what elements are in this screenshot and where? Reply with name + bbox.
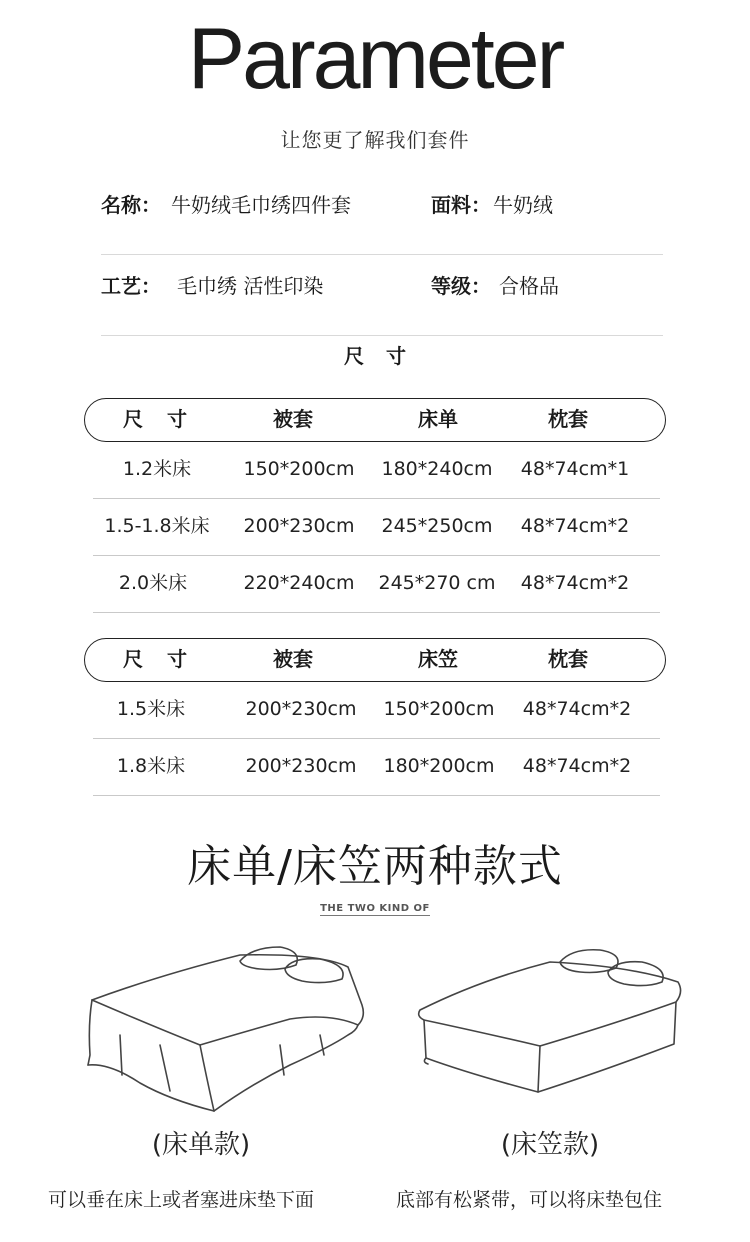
table-cell: 1.2米床	[122, 458, 192, 480]
table2-header	[84, 638, 666, 682]
table-cell: 1.8米床	[116, 755, 186, 777]
table-cell: 1.5米床	[116, 698, 186, 720]
table-cell: 220*240cm	[243, 572, 355, 594]
table-row	[93, 682, 660, 739]
page-title: Parameter	[187, 11, 563, 107]
table-cell: 200*230cm	[245, 755, 357, 777]
grade-label: 等级：	[431, 274, 491, 298]
craft-value: 毛巾绣 活性印染	[177, 274, 324, 298]
table1-header-duvet: 被套	[273, 407, 313, 431]
table-cell: 48*74cm*2	[520, 572, 630, 594]
fabric-value: 牛奶绒	[493, 193, 553, 217]
info-row-craft-grade	[101, 256, 663, 336]
table-row	[93, 499, 660, 556]
fabric-label: 面料：	[431, 193, 491, 217]
table1-header-sheet: 床单	[418, 407, 458, 431]
table-cell: 245*270 cm	[378, 572, 496, 594]
table1-header-pillow: 枕套	[548, 407, 588, 431]
table-cell: 200*230cm	[245, 698, 357, 720]
table-cell: 48*74cm*2	[522, 698, 632, 720]
flat-sheet-description: 可以垂在床上或者塞进床垫下面	[48, 1189, 315, 1211]
table-cell: 245*250cm	[381, 515, 493, 537]
table-cell: 48*74cm*2	[520, 515, 630, 537]
grade-value: 合格品	[499, 274, 559, 298]
info-row-name-fabric	[101, 175, 663, 255]
table1-header-size: 尺寸	[123, 407, 211, 431]
table-row	[93, 442, 660, 499]
fitted-sheet-description: 底部有松紧带，可以将床垫包住	[396, 1189, 663, 1211]
table1-header	[84, 398, 666, 442]
table-cell: 48*74cm*1	[520, 458, 630, 480]
fitted-sheet-label: (床笠款)	[500, 1130, 600, 1160]
name-label: 名称：	[101, 193, 161, 217]
fitted-sheet-bed-illustration	[410, 940, 690, 1100]
table-cell: 150*200cm	[243, 458, 355, 480]
table-cell: 1.5-1.8米床	[104, 515, 210, 537]
flat-sheet-label: (床单款)	[151, 1130, 251, 1160]
table-cell: 150*200cm	[383, 698, 495, 720]
table-cell: 2.0米床	[118, 572, 188, 594]
table-row	[93, 739, 660, 796]
table2-header-fitted: 床笠	[418, 647, 458, 671]
table-cell: 180*240cm	[381, 458, 493, 480]
name-value: 牛奶绒毛巾绣四件套	[171, 193, 351, 217]
table2-header-size: 尺寸	[123, 647, 211, 671]
types-subtitle: THE TWO KIND OF	[320, 903, 430, 914]
types-title: 床单/床笠两种款式	[187, 841, 563, 892]
flat-sheet-bed-illustration	[80, 935, 370, 1115]
table-row	[93, 556, 660, 613]
table-cell: 200*230cm	[243, 515, 355, 537]
table-cell: 48*74cm*2	[522, 755, 632, 777]
table2-header-duvet: 被套	[273, 647, 313, 671]
size-heading: 尺寸	[344, 344, 428, 368]
page-subtitle: 让您更了解我们套件	[280, 128, 470, 152]
table-cell: 180*200cm	[383, 755, 495, 777]
craft-label: 工艺：	[101, 274, 161, 298]
table2-header-pillow: 枕套	[548, 647, 588, 671]
